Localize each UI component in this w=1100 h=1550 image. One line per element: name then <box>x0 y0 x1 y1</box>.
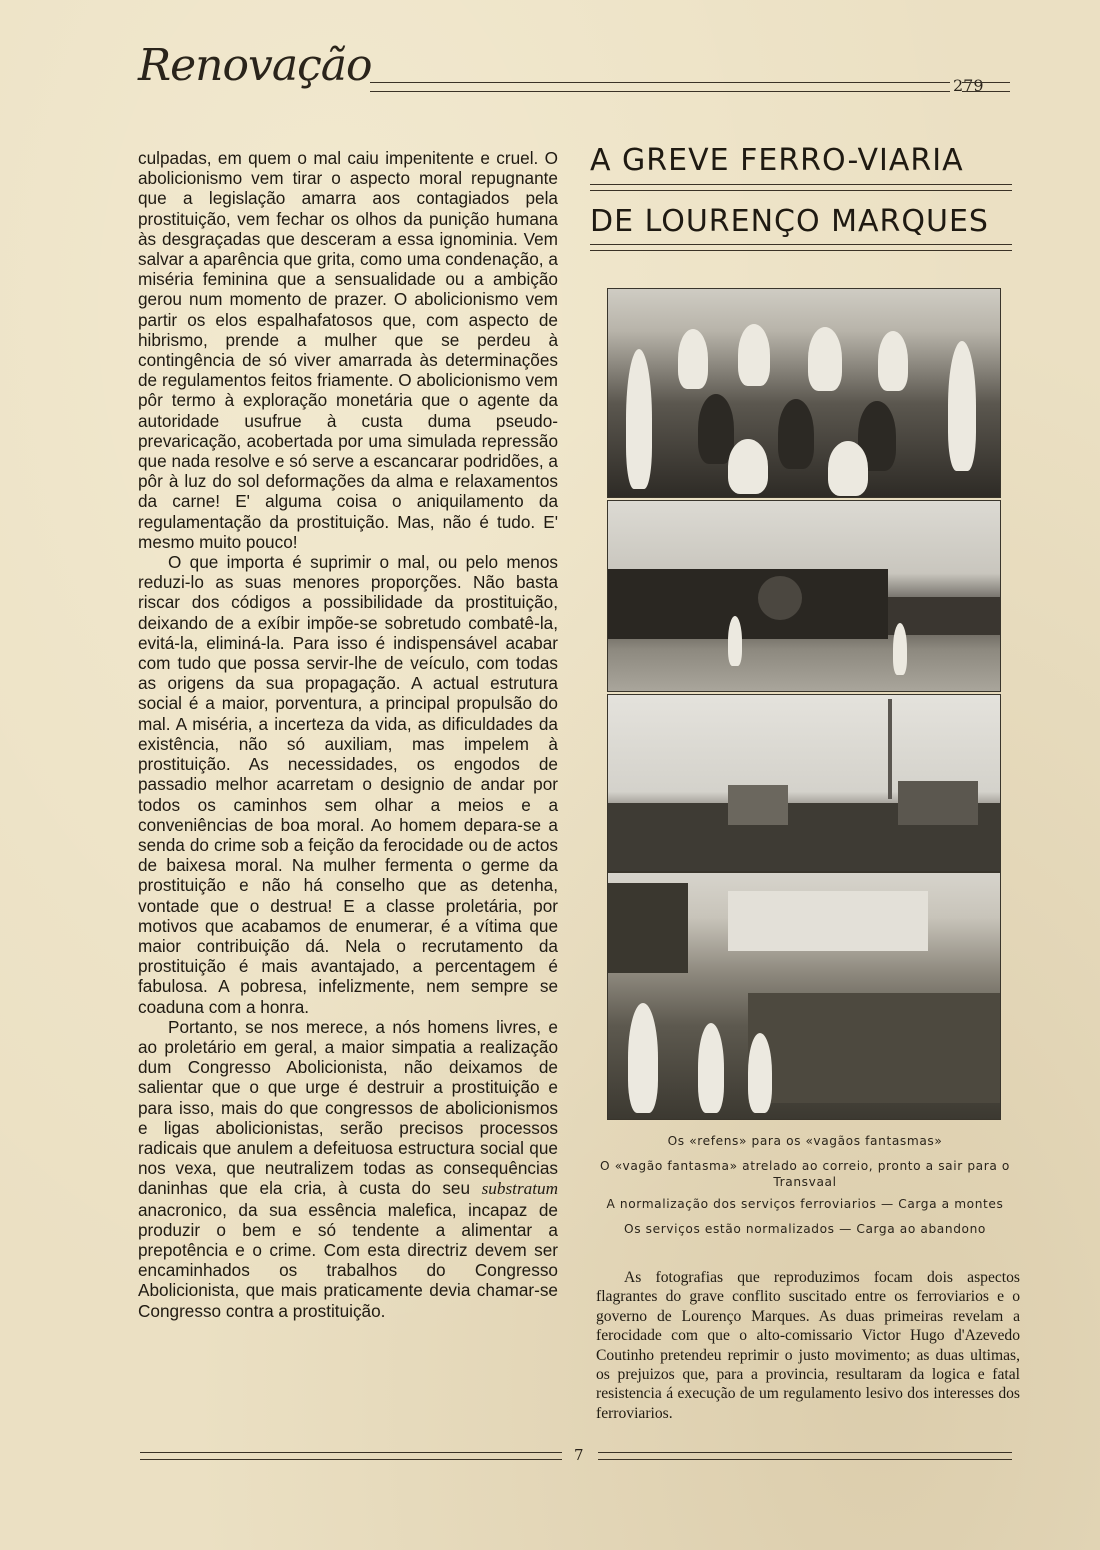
figure-person <box>948 341 976 471</box>
figure-person <box>698 394 734 464</box>
figure-person <box>728 616 742 666</box>
locomotive-boiler <box>758 576 802 620</box>
folio-number: 7 <box>574 1446 584 1464</box>
photo-captions <box>590 1133 1020 1246</box>
article-title-line-2: DE LOURENÇO MARQUES <box>590 204 989 239</box>
footer-rule-left <box>140 1452 562 1460</box>
figure-person <box>878 331 908 391</box>
photo-ghost-wagon-train <box>607 500 1001 692</box>
timber-stacks <box>748 993 1000 1103</box>
figure-person <box>678 329 708 389</box>
masthead-logo: Renovação <box>138 40 372 91</box>
footer-rule-right <box>598 1452 1012 1460</box>
title-rule-2 <box>590 244 1012 251</box>
header-rule-right <box>962 82 1010 92</box>
figure-person <box>778 399 814 469</box>
figure-person <box>628 1003 658 1113</box>
title-rule-1 <box>590 184 1012 191</box>
photo-cargo-piles <box>607 694 1001 872</box>
figure-person <box>728 439 768 494</box>
article-body: As fotografias que reproduzimos focam dois aspectos flagrantes do grave conflito suscitado entre os ferroviarios e o governo de Lourenço Marques. As duas primeiras revelam a ferocidade com que o alto-comissario Victor Hugo d'Azevedo Coutinho pretendeu reprimir o justo movimento; as duas ultimas, os prejuizos que, para a provincia, resultaram da logica e fatal resistencia á execução de um regulamento lesivo dos interesses dos ferroviarios. <box>596 1269 1020 1422</box>
header-rule <box>370 82 950 92</box>
figure-person <box>808 327 842 391</box>
figure-person <box>748 1033 772 1113</box>
caption-4: Os serviços estão normalizados — Carga ao abandono <box>624 1222 986 1236</box>
photo-abandoned-cargo <box>607 872 1001 1120</box>
paragraph-1: culpadas, em quem o mal caiu impenitente e cruel. O abolicionismo vem tirar o aspecto moral repugnante que a legislação amarra aos contagiados pela prostituição, vem fechar os olhos da punição humana às desgraçadas que desceram a essa ignominia. Vem salvar a aparência que grita, como uma condenação, a miséria feminina que a sensualidade ou a ambição gerou num momento de prazer. O abolicionismo vem partir os elos espalhafatosos que, com aspecto de hibrismo, prende a mulher que se perdeu à contingência de só viver amarrada às determinações de regulamentos feitos friamente. O abolicionismo vem pôr termo à exploração monetária que o agente da autoridade usufrue à custa duma pseudo-prevaricação, acobertada por uma simulada repressão que nada resolve e só serve a escancarar podridões, a pôr à luz do sol deformações da alma e relaxamentos da carne! E' alguma coisa o aniquilamento da regulamentação da prostituição. Mas, não é tudo. E' mesmo muito pouco! <box>138 148 558 552</box>
photo-hostages <box>607 288 1001 498</box>
figure-person <box>626 349 652 489</box>
locomotive-shape <box>608 569 888 639</box>
crane-structure <box>608 883 688 973</box>
paragraph-3-start: Portanto, se nos merece, a nós homens livres, e ao proletário em geral, a maior simpatia a realização dum Congresso Abolicionista, não deixamos de salientar que o que urge é destruir a prostituição e para isso, mais do que congressos de abolicionismos e ligas abolicionistas, serão precisos processos radicais que anulem a defeituosa estructura social que nos vexa, que neutralizem todas as consequências daninhas que ela cria, à custa do seu <box>138 1016 558 1199</box>
caption-1: Os «refens» para os «vagãos fantasmas» <box>667 1134 943 1148</box>
figure-person <box>738 324 770 386</box>
figure-person <box>698 1023 724 1113</box>
warehouse-shape <box>728 891 928 951</box>
crane-mast <box>888 699 892 799</box>
caption-2: O «vagão fantasma» atrelado ao correio, pronto a sair para o Transvaal <box>600 1159 1010 1189</box>
crate-pile <box>898 781 978 825</box>
paragraph-3 <box>138 1017 558 1321</box>
crate-pile <box>728 785 788 825</box>
article-title-line-1: A GREVE FERRO-VIARIA <box>590 143 964 178</box>
figure-person <box>828 441 868 496</box>
left-column-text <box>138 148 558 1321</box>
page-number: 279 <box>953 76 984 95</box>
italic-term: substratum <box>481 1179 559 1199</box>
caption-3: A normalização dos serviços ferroviarios — Carga a montes <box>606 1197 1004 1211</box>
figure-person <box>893 623 907 675</box>
paragraph-3-end: anacronico, da sua essência malefica, incapaz de produzir o bem e só tendente a alimentar a prepotência e o crime. Com esta directriz devem ser encaminhados os trabalhos do Congresso Abolicionista, que mais praticamente devia chamar-se Congresso contra a prostituição. <box>138 1199 558 1321</box>
paragraph-2: O que importa é suprimir o mal, ou pelo menos reduzi-lo as suas menores proporções. Não basta riscar dos códigos a possibilidade da prostituição, deixando de a exíbir impõe-se sobretudo combatê-la, evitá-la, eliminá-la. Para isso é indispensável acabar com tudo que possa servir-lhe de veículo, com todas as origens da sua propagação. A actual estrutura social é a maior, porventura, a principal propulsão do mal. A miséria, a incerteza da vida, as dificuldades da existência, não só auxiliam, mas impelem à prostituição. As necessidades, os engodos de passadio melhor acarretam o designio de andar por todos os caminhos sem olhar a meios e a conveniências de boa moral. Ao homem depara-se a senda do crime sob a feição da ferocidade ou de actos de baixesa moral. Na mulher fermenta o germe da prostituição e não há conselho que as detenha, vontade que o destrua! E a classe proletária, por motivos que acabamos de enumerar, é a vítima que maior contribuição dá. Nela o recrutamento da prostituição é mais avantajado, a percentagem é fabulosa. A pobresa, infelizmente, nem sempre se coaduna com a honra. <box>138 552 558 1017</box>
